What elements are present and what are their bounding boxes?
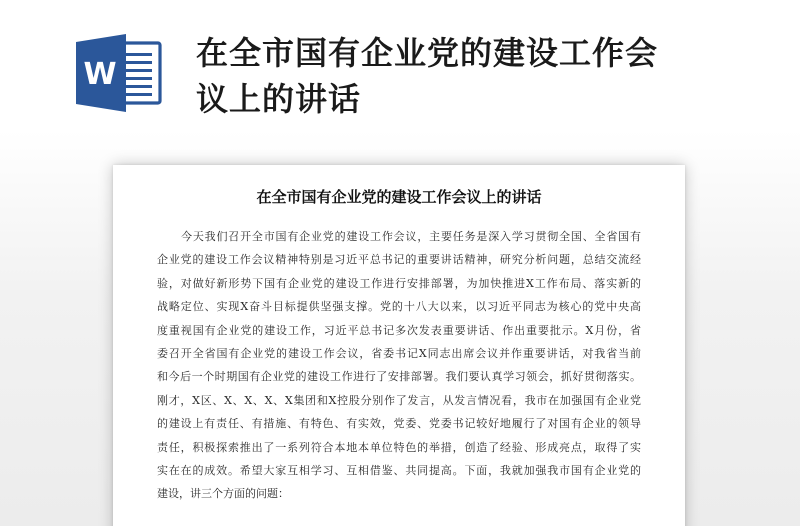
- document-line: 和今后一个时期国有企业党的建设工作进行了安排部署。我们要认真学习领会，抓好贯彻落实。: [157, 370, 641, 384]
- document-line: 实在在的成效。希望大家互相学习、互相借鉴、共同提高。下面，我就加强我市国有企业党的: [157, 464, 641, 478]
- word-document-icon: [76, 34, 164, 112]
- document-line: 委召开全省国有企业党的建设工作会议，省委书记X同志出席会议并作重要讲话，对我省当前: [157, 347, 641, 361]
- document-line: 的建设上有责任、有措施、有特色、有实效，党委、党委书记较好地履行了对国有企业的领导: [157, 417, 641, 431]
- document-line: 验，对做好新形势下国有企业党的建设工作进行安排部署，为加快推进X工作布局、落实新的: [157, 276, 641, 290]
- page-title: [196, 30, 756, 122]
- document-line: 刚才，X区、X、X、X、X集团和X控股分别作了发言，从发言情况看，我市在加强国有企业党: [157, 393, 641, 407]
- document-body: [157, 225, 641, 506]
- document-line: 度重视国有企业党的建设工作，习近平总书记多次发表重要讲话、作出重要批示。X月份，省: [157, 323, 641, 337]
- document-line: 战略定位、实现X奋斗目标提供坚强支撑。党的十八大以来，以习近平同志为核心的党中央高: [157, 300, 641, 314]
- page-title-line-2: 议上的讲话: [196, 80, 362, 118]
- document-title: 在全市国有企业党的建设工作会议上的讲话: [256, 188, 542, 206]
- document-line: 责任，积极探索推出了一系列符合本地本单位特色的举措，创造了经验、形成亮点，取得了实: [157, 440, 641, 454]
- document-line: 建设，讲三个方面的问题：: [157, 487, 289, 501]
- document-line: 企业党的建设工作会议精神特别是习近平总书记的重要讲话精神，研究分析问题，总结交流经: [157, 253, 641, 267]
- page-title-line-1: 在全市国有企业党的建设工作会: [196, 34, 659, 72]
- document-page: [113, 165, 685, 526]
- document-line: 今天我们召开全市国有企业党的建设工作会议，主要任务是深入学习贯彻全国、全省国有: [181, 230, 641, 243]
- word-icon-letter: W: [83, 57, 117, 92]
